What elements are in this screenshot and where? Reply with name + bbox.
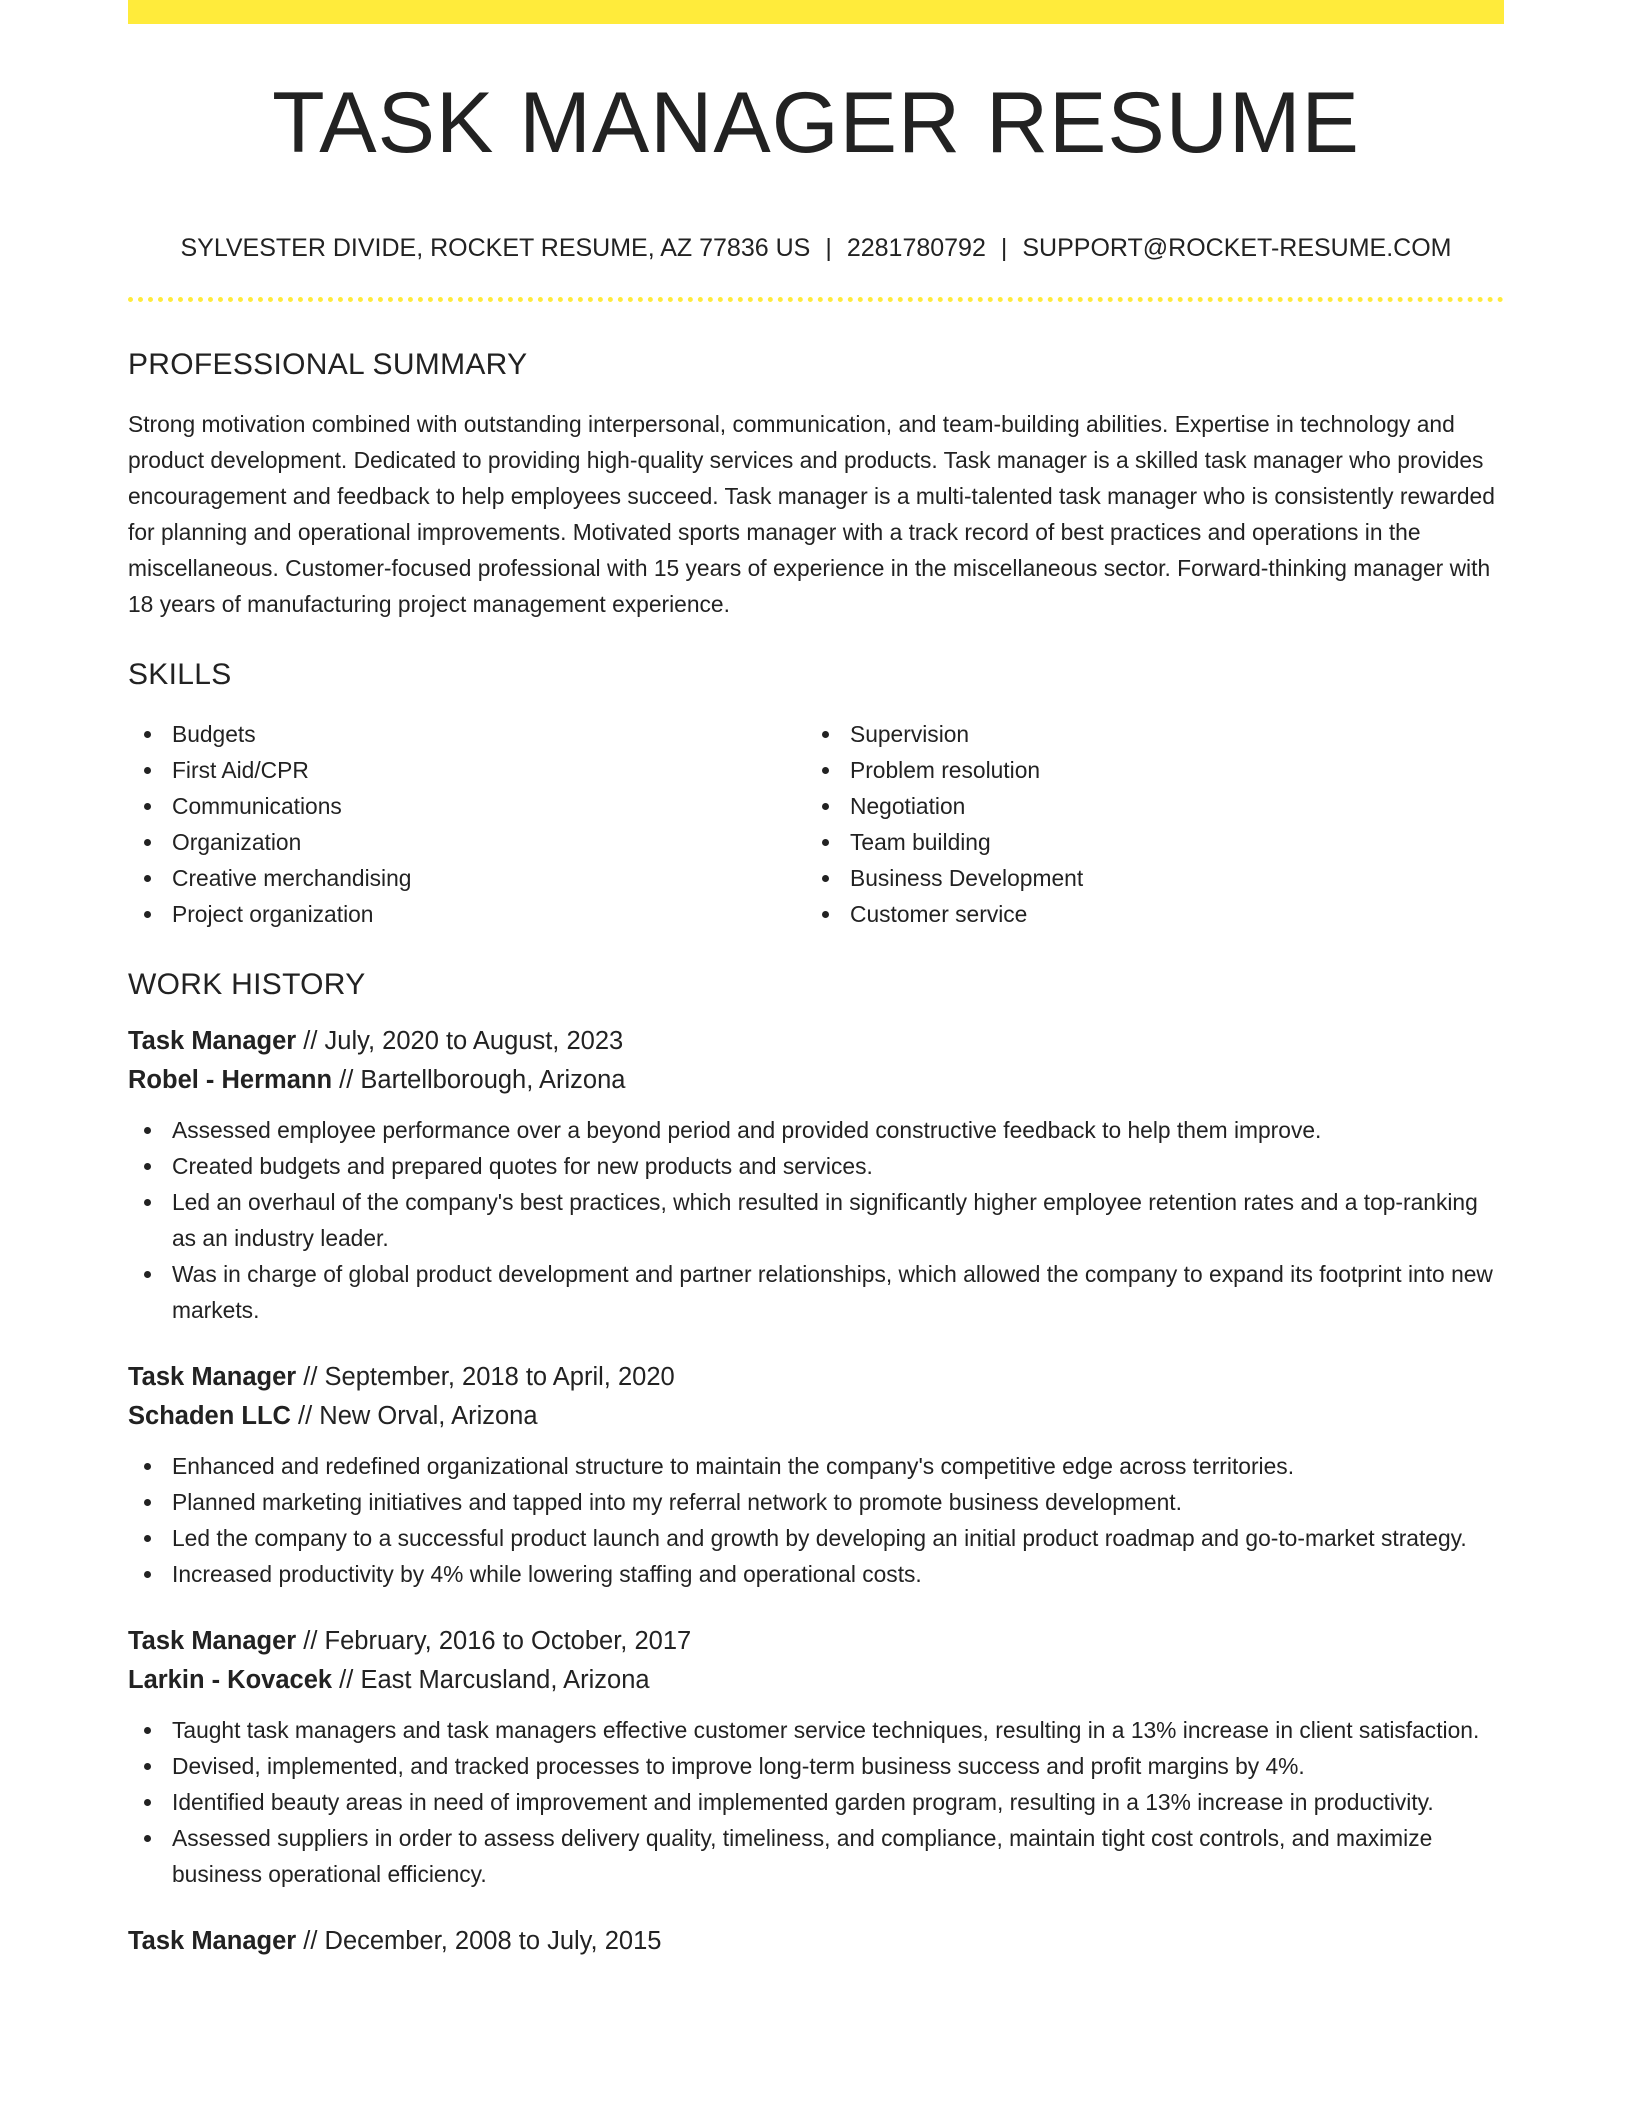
job-dates: July, 2020 to August, 2023 [324,1027,624,1055]
job-duties [128,1712,1504,1892]
resume-title: TASK MANAGER RESUME [272,75,1360,171]
job-duties [128,1112,1504,1328]
contact-phone: 2281780792 [846,234,986,262]
job-entry [128,1622,1504,1892]
job-dates: December, 2008 to July, 2015 [324,1927,662,1955]
resume-page [128,0,1504,1961]
duty-item: Increased productivity by 4% while lowering staffing and operational costs. [128,1556,1504,1592]
duty-item: Created budgets and prepared quotes for new products and services. [128,1148,1504,1184]
contact-email: SUPPORT@ROCKET-RESUME.COM [1022,234,1452,262]
job-company-line [128,1661,1504,1700]
job-separator: // [332,1066,361,1094]
skill-item: Negotiation [806,788,1484,824]
job-duties [128,1448,1504,1592]
job-entry [128,1922,1504,1961]
job-company-line [128,1397,1504,1436]
skill-item: First Aid/CPR [128,752,806,788]
job-title-line [128,1358,1504,1397]
job-company-line [128,1061,1504,1100]
duty-item: Identified beauty areas in need of improvement and implemented garden program, resulting in a 13% increase in productivity. [128,1784,1504,1820]
duty-item: Led the company to a successful product launch and growth by developing an initial product roadmap and go-to-market strategy. [128,1520,1504,1556]
job-separator: // [332,1666,361,1694]
duty-item: Led an overhaul of the company's best practices, which resulted in significantly higher employee retention rates and a top-ranking as an industry leader. [128,1184,1504,1256]
skill-item: Business Development [806,860,1484,896]
job-entry [128,1022,1504,1328]
job-separator: // [296,1927,325,1955]
contact-separator: | [1000,234,1008,262]
contact-separator: | [825,234,832,262]
job-location: East Marcusland, Arizona [360,1666,650,1694]
job-title: Task Manager [128,1627,297,1655]
skills-column-right [806,716,1484,932]
duty-item: Assessed suppliers in order to assess delivery quality, timeliness, and compliance, maintain tight cost controls, and maximize business operational efficiency. [128,1820,1504,1892]
job-dates: February, 2016 to October, 2017 [324,1627,692,1655]
skill-item: Budgets [128,716,806,752]
job-title: Task Manager [128,1927,297,1955]
job-title-line [128,1622,1504,1661]
duty-item: Enhanced and redefined organizational structure to maintain the company's competitive edge across territories. [128,1448,1504,1484]
job-location: Bartellborough, Arizona [360,1066,626,1094]
duty-item: Planned marketing initiatives and tapped into my referral network to promote business development. [128,1484,1504,1520]
contact-line [128,236,1504,261]
contact-address: SYLVESTER DIVIDE, ROCKET RESUME, AZ 77836 US [180,234,811,262]
job-separator: // [296,1363,325,1391]
skills-column-left [128,716,806,932]
job-separator: // [290,1402,320,1430]
job-title-line [128,1022,1504,1061]
job-separator: // [296,1027,325,1055]
job-company: Schaden LLC [128,1402,291,1430]
job-separator: // [296,1627,325,1655]
job-location: New Orval, Arizona [319,1402,538,1430]
dotted-divider [128,297,1504,302]
job-entry [128,1358,1504,1592]
skill-item: Communications [128,788,806,824]
duty-item: Taught task managers and task managers effective customer service techniques, resulting in a 13% increase in client satisfaction. [128,1712,1504,1748]
skill-item: Problem resolution [806,752,1484,788]
skill-item: Creative merchandising [128,860,806,896]
work-history-heading: WORK HISTORY [128,968,366,1001]
skills-heading: SKILLS [128,658,232,691]
skill-item: Project organization [128,896,806,932]
duty-item: Devised, implemented, and tracked processes to improve long-term business success and profit margins by 4%. [128,1748,1504,1784]
skill-item: Team building [806,824,1484,860]
summary-heading: PROFESSIONAL SUMMARY [128,348,528,381]
job-dates: September, 2018 to April, 2020 [324,1363,675,1391]
summary-text: Strong motivation combined with outstanding interpersonal, communication, and team-building abilities. Expertise in technology and product development. Dedicated to providing high-quality services and products. Task manager is a skilled task manager who provides encouragement and feedback to help employees succeed. Task manager is a multi-talented task manager who is consistently rewarded for planning and operational improvements. Motivated sports manager with a track record of best practices and operations in the miscellaneous. Customer-focused professional with 15 years of experience in the miscellaneous sector. Forward-thinking manager with 18 years of manufacturing project management experience. [128,411,1495,617]
skill-item: Supervision [806,716,1484,752]
job-company: Robel - Hermann [128,1066,333,1094]
job-title: Task Manager [128,1027,297,1055]
duty-item: Assessed employee performance over a beyond period and provided constructive feedback to help them improve. [128,1112,1504,1148]
job-company: Larkin - Kovacek [128,1666,333,1694]
skill-item: Customer service [806,896,1484,932]
skills-list [128,716,1504,932]
duty-item: Was in charge of global product development and partner relationships, which allowed the company to expand its footprint into new markets. [128,1256,1504,1328]
skill-item: Organization [128,824,806,860]
accent-bar [128,0,1504,24]
job-title-line [128,1922,1504,1961]
job-title: Task Manager [128,1363,297,1391]
